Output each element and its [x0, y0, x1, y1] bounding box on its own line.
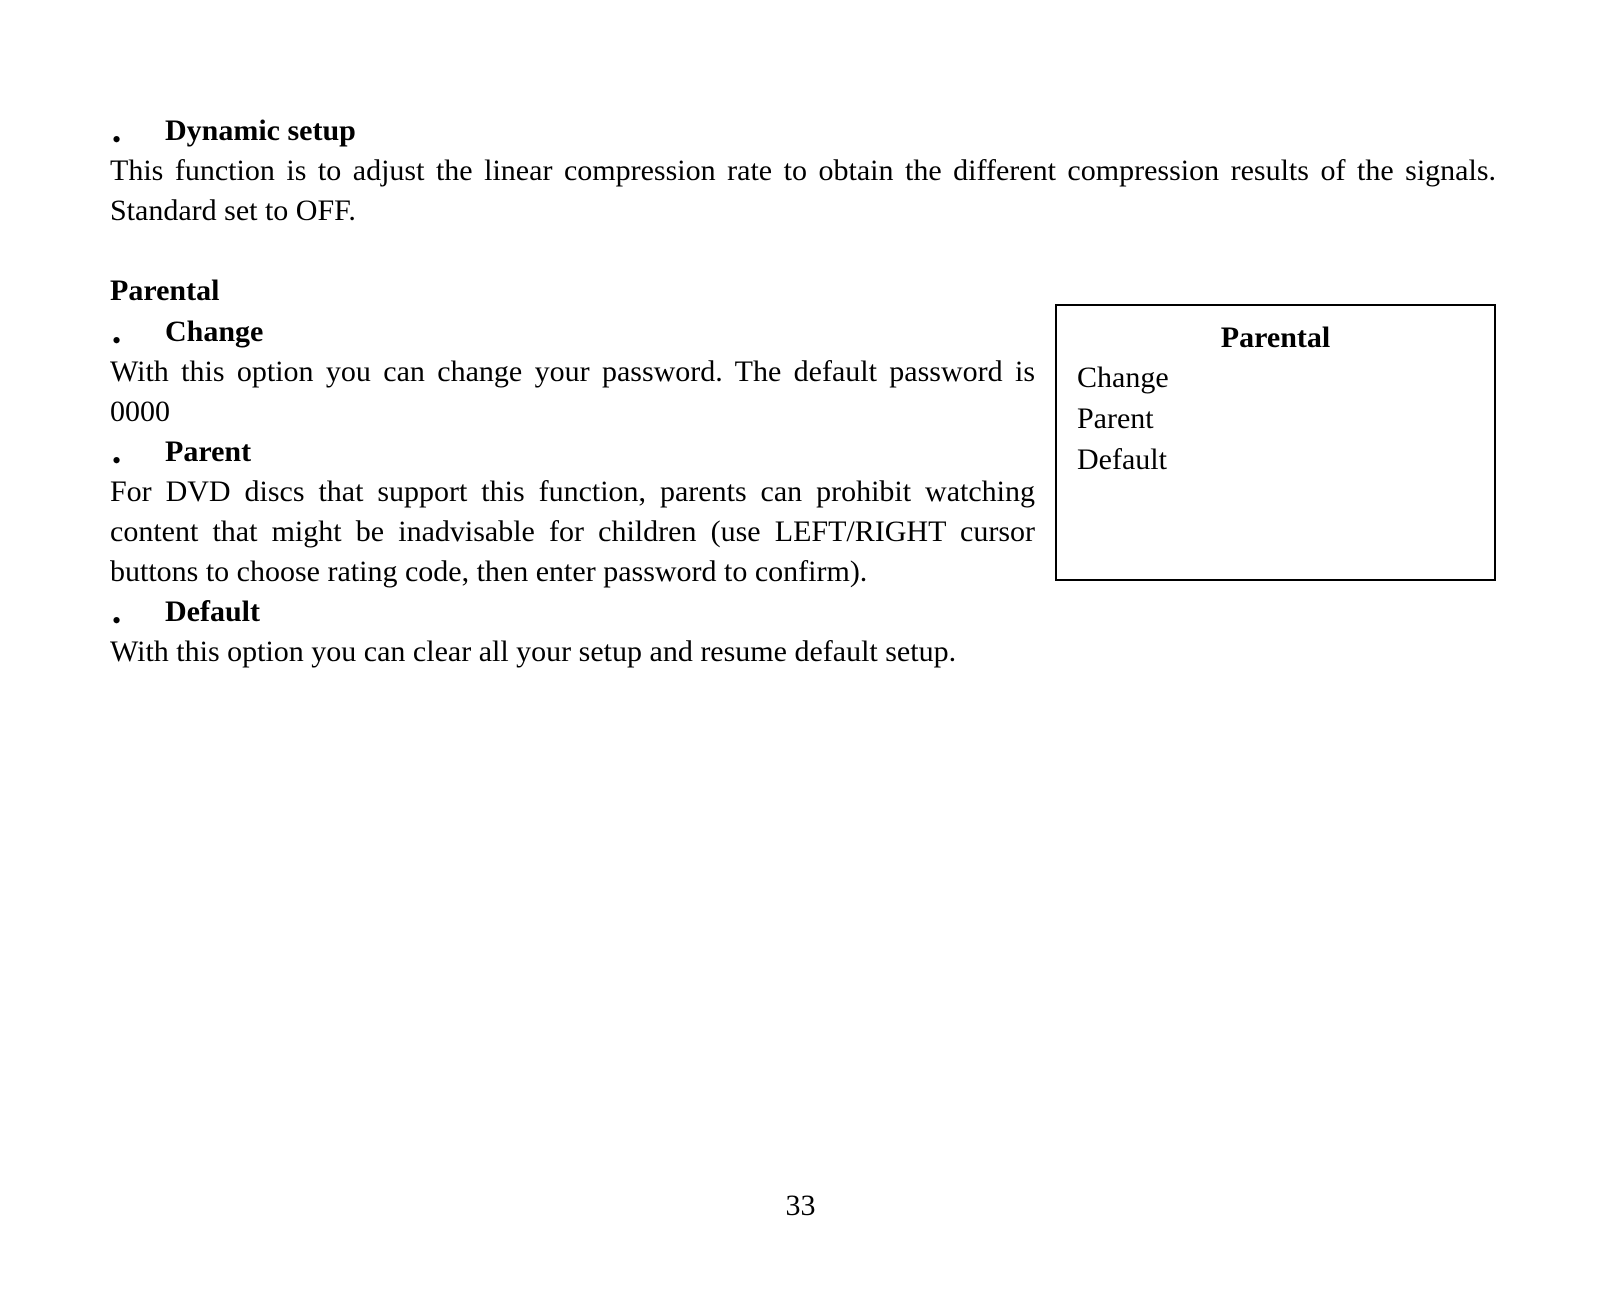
parental-menu-box — [1055, 304, 1496, 581]
dynamic-setup-text-line2: Standard set to OFF. — [110, 194, 356, 227]
change-heading: Change — [165, 315, 264, 348]
bullet-parent: • — [112, 446, 122, 475]
parent-text-line1: For DVD discs that support this function, parents can prohibit watching — [110, 475, 1035, 508]
bullet-change: • — [112, 326, 122, 355]
default-text-line1: With this option you can clear all your setup and resume default setup. — [110, 635, 957, 668]
change-text-line2: 0000 — [110, 395, 170, 428]
parent-text-line3: buttons to choose rating code, then enter password to confirm). — [110, 555, 868, 588]
dynamic-setup-text-line1: This function is to adjust the linear compression rate to obtain the different compression results of the signals. — [110, 154, 1496, 187]
menu-item-parent: Parent — [1077, 402, 1154, 435]
parental-menu-title: Parental — [1220, 321, 1331, 354]
bullet-default: • — [112, 606, 122, 635]
menu-item-default: Default — [1077, 443, 1167, 476]
default-heading: Default — [165, 595, 260, 628]
dynamic-setup-heading: Dynamic setup — [165, 114, 356, 147]
bullet-dynamic-setup: • — [112, 125, 122, 154]
parent-text-line2: content that might be inadvisable for children (use LEFT/RIGHT cursor — [110, 515, 1035, 548]
parent-heading: Parent — [165, 435, 252, 468]
page-number: 33 — [785, 1189, 816, 1222]
menu-item-change: Change — [1077, 361, 1169, 394]
change-text-line1: With this option you can change your password. The default password is — [110, 355, 1035, 388]
parental-heading: Parental — [110, 274, 220, 307]
